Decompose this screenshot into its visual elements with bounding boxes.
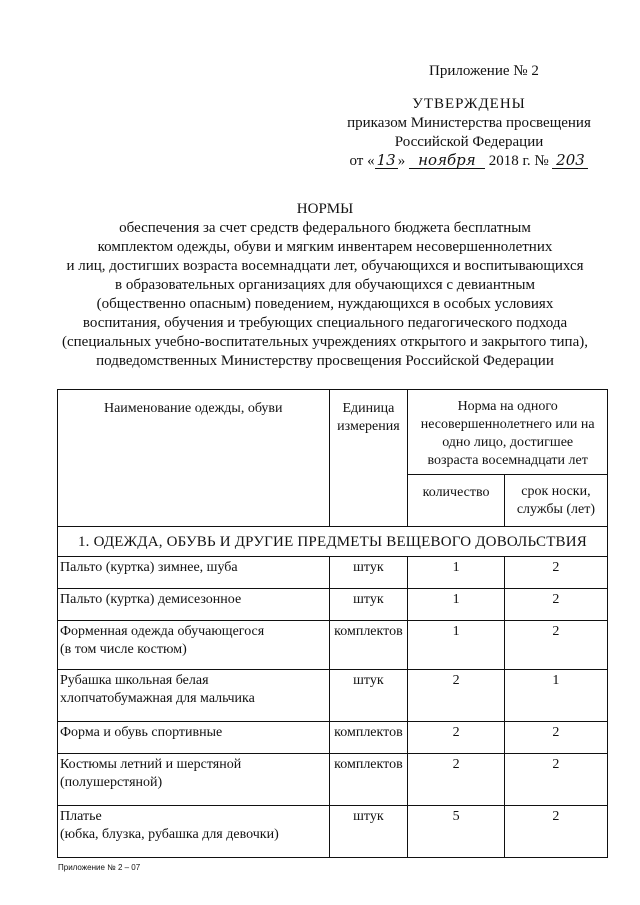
header-name: Наименование одежды, обуви bbox=[58, 390, 330, 527]
cell-term: 2 bbox=[504, 589, 607, 621]
cell-name-line: Костюмы летний и шерстяной bbox=[60, 757, 242, 772]
handwritten-day: 13 bbox=[376, 151, 396, 169]
title-heading: НОРМЫ bbox=[296, 201, 354, 217]
header-quantity: количество bbox=[408, 475, 505, 527]
title-line: комплектом одежды, обуви и мягким инвентарем несовершеннолетних bbox=[97, 239, 553, 255]
cell-name bbox=[58, 670, 330, 722]
appendix-label: Приложение № 2 bbox=[429, 63, 539, 79]
table-row bbox=[58, 754, 608, 806]
header-term bbox=[504, 475, 607, 527]
cell-quantity: 2 bbox=[408, 670, 505, 722]
header-norm-line: возраста восемнадцати лет bbox=[427, 453, 588, 468]
cell-name-line: Пальто (куртка) зимнее, шуба bbox=[60, 560, 238, 575]
page-footer: Приложение № 2 – 07 bbox=[58, 863, 141, 872]
handwritten-month: ноября bbox=[409, 152, 485, 169]
table-row bbox=[58, 621, 608, 670]
cell-term: 2 bbox=[504, 754, 607, 806]
header-unit-line: измерения bbox=[337, 419, 400, 434]
cell-name-line: Рубашка школьная белая bbox=[60, 673, 209, 688]
section-row bbox=[58, 527, 608, 557]
document-title bbox=[40, 200, 610, 371]
order-date-line bbox=[330, 152, 608, 171]
header-unit-line: Единица bbox=[342, 401, 395, 416]
table-row bbox=[58, 722, 608, 754]
approval-block bbox=[330, 95, 608, 171]
handwritten-order-number: 203 bbox=[552, 152, 588, 169]
cell-term: 2 bbox=[504, 557, 607, 589]
header-norm-line: одно лицо, достигшее bbox=[442, 435, 574, 450]
order-line-2: Российской Федерации bbox=[394, 134, 544, 150]
section-title: 1. ОДЕЖДА, ОБУВЬ И ДРУГИЕ ПРЕДМЕТЫ ВЕЩЕВОГО ДОВОЛЬСТВИЯ bbox=[58, 527, 608, 557]
cell-quantity: 1 bbox=[408, 589, 505, 621]
table-row bbox=[58, 557, 608, 589]
cell-unit: штук bbox=[329, 589, 408, 621]
table-row bbox=[58, 670, 608, 722]
cell-name-line: Форма и обувь спортивные bbox=[60, 725, 223, 740]
cell-name bbox=[58, 589, 330, 621]
cell-name bbox=[58, 722, 330, 754]
cell-name-line: хлопчатобумажная для мальчика bbox=[60, 691, 255, 706]
cell-name bbox=[58, 621, 330, 670]
title-line: обеспечения за счет средств федерального бюджета бесплатным bbox=[119, 220, 531, 236]
cell-quantity: 2 bbox=[408, 754, 505, 806]
header-norm-line: несовершеннолетнего или на bbox=[420, 417, 595, 432]
cell-quantity: 1 bbox=[408, 621, 505, 670]
cell-name-line: Платье bbox=[60, 809, 102, 824]
table-row bbox=[58, 806, 608, 858]
header-unit bbox=[329, 390, 408, 527]
cell-term: 2 bbox=[504, 722, 607, 754]
cell-unit: штук bbox=[329, 670, 408, 722]
cell-name bbox=[58, 806, 330, 858]
date-prefix: от « bbox=[349, 153, 375, 169]
title-line: и лиц, достигших возраста восемнадцати лет, обучающихся и воспитывающихся bbox=[66, 258, 584, 274]
header-term-line: срок носки, bbox=[521, 484, 591, 499]
cell-term: 2 bbox=[504, 621, 607, 670]
table-row bbox=[58, 589, 608, 621]
approved-label: УТВЕРЖДЕНЫ bbox=[412, 96, 526, 112]
header-term-line: службы (лет) bbox=[516, 502, 596, 517]
title-line: подведомственных Министерству просвещения Российской Федерации bbox=[96, 353, 554, 369]
cell-name bbox=[58, 754, 330, 806]
cell-term: 2 bbox=[504, 806, 607, 858]
title-line: в образовательных организациях для обучающихся с девиантным bbox=[115, 277, 535, 293]
norms-table bbox=[57, 389, 608, 858]
cell-unit: штук bbox=[329, 557, 408, 589]
cell-term: 1 bbox=[504, 670, 607, 722]
cell-quantity: 2 bbox=[408, 722, 505, 754]
table-header-row bbox=[58, 390, 608, 475]
title-line: (специальных учебно-воспитательных учреждениях открытого и закрытого типа), bbox=[62, 334, 588, 350]
title-line: воспитания, обучения и требующих специального педагогического подхода bbox=[82, 315, 568, 331]
title-line: (общественно опасным) поведением, нуждающихся в особых условиях bbox=[96, 296, 554, 312]
cell-name-line: Форменная одежда обучающегося bbox=[60, 624, 265, 639]
cell-name-line: Пальто (куртка) демисезонное bbox=[60, 592, 242, 607]
cell-unit: комплектов bbox=[329, 722, 408, 754]
cell-name-line: (в том числе костюм) bbox=[60, 642, 187, 657]
cell-name-line: (полушерстяной) bbox=[60, 775, 163, 790]
header-norm bbox=[408, 390, 608, 475]
cell-name bbox=[58, 557, 330, 589]
date-year: 2018 г. № bbox=[488, 153, 549, 169]
cell-unit: комплектов bbox=[329, 754, 408, 806]
cell-unit: штук bbox=[329, 806, 408, 858]
cell-name-line: (юбка, блузка, рубашка для девочки) bbox=[60, 827, 279, 842]
cell-quantity: 1 bbox=[408, 557, 505, 589]
cell-quantity: 5 bbox=[408, 806, 505, 858]
order-line-1: приказом Министерства просвещения bbox=[347, 115, 591, 131]
header-norm-line: Норма на одного bbox=[457, 399, 558, 414]
cell-unit: комплектов bbox=[329, 621, 408, 670]
date-mid: » bbox=[397, 153, 406, 169]
